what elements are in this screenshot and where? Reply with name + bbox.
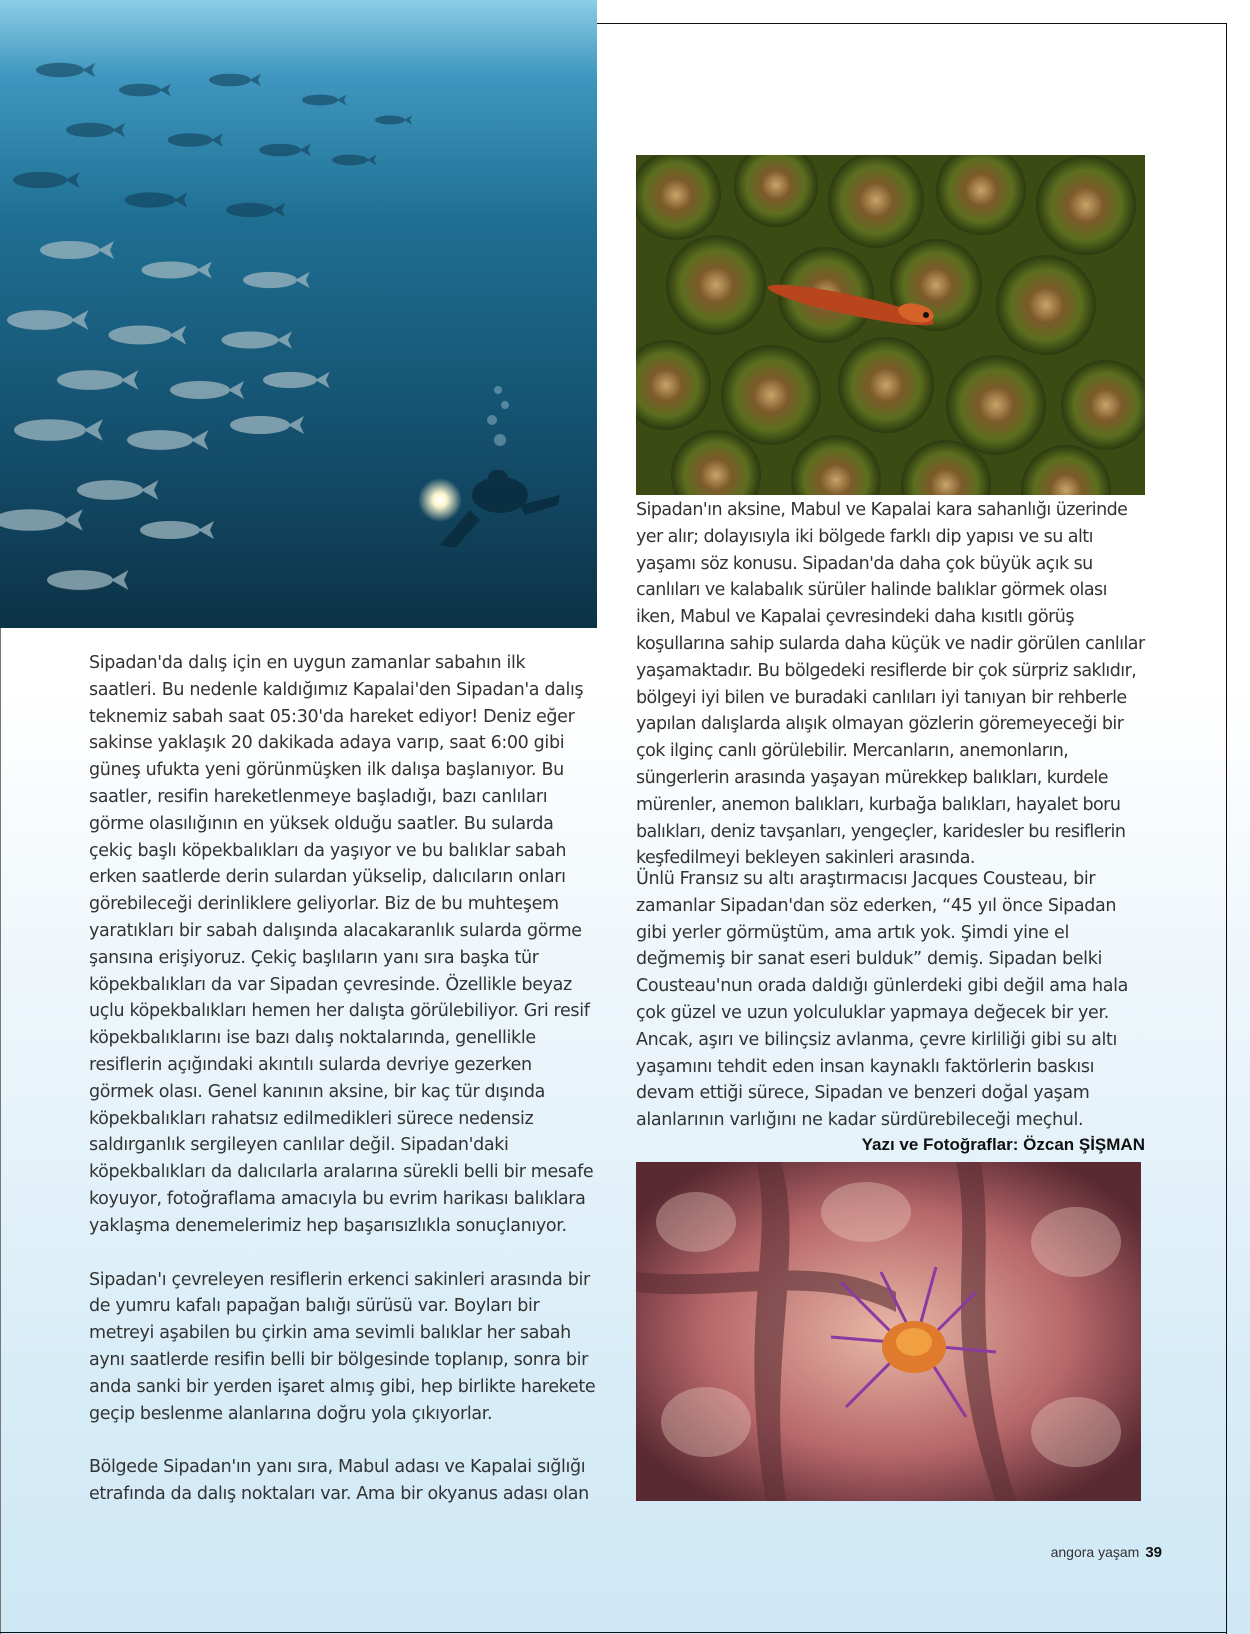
magazine-name: angora yaşam (1050, 1544, 1140, 1560)
sponge-crab-photo (636, 1162, 1141, 1501)
page-footer (1051, 1544, 1162, 1561)
author-credit: Yazı ve Fotoğraflar: Özcan ŞİŞMAN (861, 1135, 1145, 1154)
fish-school-diver-photo (0, 0, 597, 628)
right-paragraph-2: Ünlü Fransız su altı araştırmacısı Jacques Cousteau, bir zamanlar Sipadan'dan söz ederken, “45 yıl önce Sipadan gibi yerler görmüştüm, ama artık yok. Şimdi yine el değmemiş bir sanat eseri bulduk” demiş. Sipadan belki Cousteau'nun orada daldığı günlerdeki gibi değil ama hala çok güzel ve uzun yolculuklar yapmaya değecek bir yer. Ancak, aşırı ve bilinçsiz avlanma, çevre kirliliği gibi su altı yaşamını tehdit eden insan kaynaklı faktörlerin baskısı devam ettiği sürece, Sipadan ve benzeri doğal yaşam alanlarının varlığını ne kadar sürdürebileceği meçhul. (636, 869, 1128, 1131)
right-column-top-text (636, 497, 1147, 872)
left-paragraph-3: Bölgede Sipadan'ın yanı sıra, Mabul adası ve Kapalai sığlığı etrafında da dalış noktaları var. Ama bir okyanus adası olan (89, 1457, 589, 1505)
frame-line-bottom (0, 1632, 1227, 1633)
right-paragraph-1: Sipadan'ın aksine, Mabul ve Kapalai kara sahanlığı üzerinde yer alır; dolayısıyla iki bölgede farklı dip yapısı ve su altı yaşamı söz konusu. Sipadan'da daha çok büyük açık su canlıları ve kalabalık sürüler halinde balıklar görmek olası iken, Mabul ve Kapalai çevresindeki daha kısıtlı görüş koşullarına sahip sularda daha küçük ve nadir görülen canlılar yaşamaktadır. Bu bölgedeki resiflerde bir çok sürpriz saklıdır, bölgeyi iyi bilen ve buradaki canlıları iyi tanıyan bir rehberle yapılan dalışlarda alışık olmayan gözlerin göremeyeceği bir çok ilginç canlı görülebilir. Mercanların, anemonların, süngerlerin arasında yaşayan mürekkep balıkları, kurdele mürenler, anemon balıkları, kurbağa balıkları, hayalet boru balıkları, deniz tavşanları, yengeçler, karidesler bu resiflerin keşfedilmeyi bekleyen sakinleri arasında. (636, 500, 1145, 869)
frame-line-right (1226, 23, 1227, 1634)
right-column-mid-text (636, 866, 1147, 1134)
left-paragraph-1: Sipadan'da dalış için en uygun zamanlar sabahın ilk saatleri. Bu nedenle kaldığımız Kapalai'den Sipadan'a dalış teknemiz sabah saat 05:30'da hareket ediyor! Deniz eğer sakinse yaklaşık 20 dakikada adaya varıp, saat 6:00 gibi güneş ufukta yeni görünmüşken ilk dalışa başlanıyor. Bu saatler, resifin hareketlenmeye başladığı, bazı canlıları görme olasılığının en yüksek olduğu saatler. Bu sularda çekiç başlı köpekbalıkları da yaşıyor ve bu balıklar sabah erken saatlerde derin sulardan yükselip, dalıcıların onları görebileceği derinliklere geliyorlar. Biz de bu muhteşem yaratıkları bir sabah dalışında alacakaranlık sularda görme şansına erişiyoruz. Çekiç başlıların yanı sıra başka tür köpekbalıkları da var Sipadan çevresinde. Özellikle beyaz uçlu köpekbalıkları hemen her dalışta görülebiliyor. Gri resif köpekbalıklarını ise bazı dalış noktalarında, genellikle resiflerin açığındaki akıntılı sularda devriye gezerken görmek olası. Genel kanının aksine, bir kaç tür dışında köpekbalıkları rahatsız edilmedikleri sürece nedensiz saldırganlık sergileyen canlılar değil. Sipadan'daki köpekbalıkları da dalıcılarla aralarına sürekli belli bir mesafe koyuyor, fotoğraflama amacıyla bu evrim harikası balıklara yaklaşma denemelerimiz hep başarısızlıkla sonuçlanıyor. (89, 653, 594, 1236)
left-paragraph-2: Sipadan'ı çevreleyen resiflerin erkenci sakinleri arasında bir de yumru kafalı papağan balığı sürüsü var. Boyları bir metreyi aşabilen bu çirkin ama sevimli balıklar her sabah aynı saatlerde resifin belli bir bölgesinde toplanıp, sonra bir anda sanki bir yerden işaret almış gibi, hep birlikte harekete geçip beslenme alanlarına doğru yola çıkıyorlar. (89, 1269, 596, 1424)
page-number: 39 (1145, 1544, 1162, 1561)
coral-goby-photo (636, 155, 1145, 495)
left-column-text (89, 650, 597, 1508)
